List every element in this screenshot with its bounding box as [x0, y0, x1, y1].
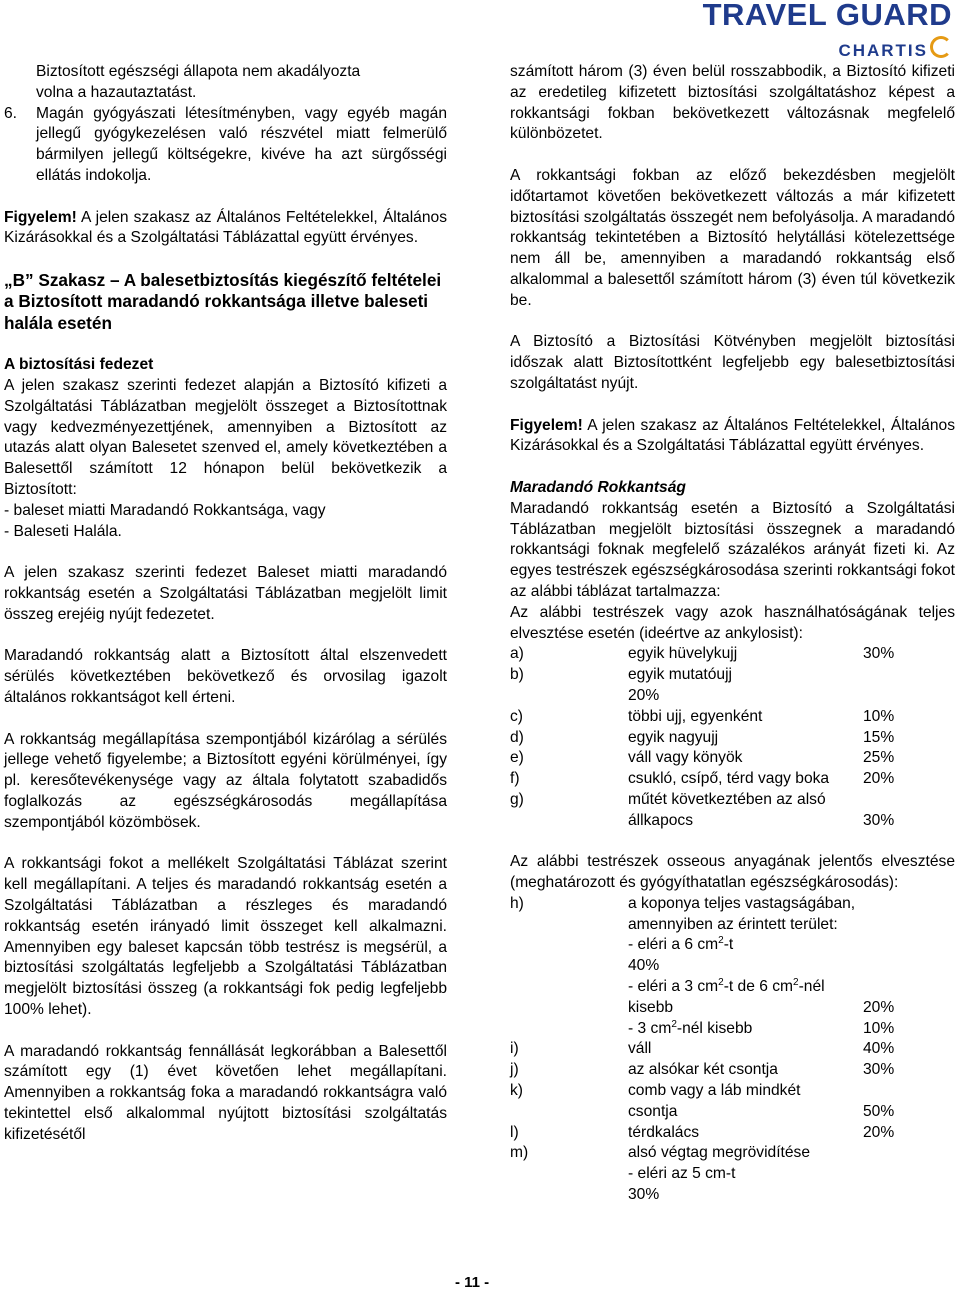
row-desc: csontja [628, 1102, 678, 1120]
row-desc: 30% [628, 1186, 660, 1204]
sub-text: -nél [798, 978, 825, 996]
row-pct: 50% [863, 1102, 895, 1120]
row-letter: i) [510, 1040, 519, 1058]
superscript: 2 [718, 976, 724, 988]
row-desc: kisebb [628, 998, 674, 1016]
table-row [510, 728, 955, 749]
table-row [510, 915, 955, 936]
figyelem-text: A jelen szakasz az Általános Feltételekkel, Általános Kizárásokkal és a Szolgáltatási Táblázattal együtt érvényes. [4, 208, 447, 247]
row-desc: egyik nagyujj [628, 728, 719, 746]
row-desc [628, 935, 733, 956]
right-paragraph-2: A rokkantsági fokban az előző bekezdésben megjelölt időtartamot követően bekövetkezett változás a már kifizetett biztosítási szolgáltatás összegét nem befolyásolja. A maradandó rokkantság tekintetében a Biztosító helytállási kötelezettsége nem áll be, amennyiben a maradandó rokkantság első alkalommal a balesettől számított három (3) éven túl következik be. [510, 166, 955, 309]
row-desc: 20% [628, 686, 660, 704]
row-pct: 20% [863, 1123, 895, 1141]
table-row [510, 977, 955, 998]
table-row [510, 707, 955, 728]
page-number: - 11 - [455, 1274, 490, 1291]
item-text: Magán gyógyászati létesítményben, vagy egyéb magán jellegű gyógykezelésen való részvétel miatt felmerülő bármilyen jellegű költségekre, kivéve ha azt sürgősségi ellátás indokolja. [36, 104, 447, 184]
fedezet-heading: A biztosítási fedezet [4, 356, 154, 374]
table-row [510, 790, 955, 811]
row-pct: 30% [863, 645, 895, 663]
row-letter: l) [510, 1123, 519, 1141]
row-desc: állkapocs [628, 811, 694, 829]
row-desc [628, 1019, 752, 1040]
row-pct: 30% [863, 1061, 895, 1079]
disability-table-1 [510, 644, 955, 831]
row-desc: alsó végtag megrövidítése [628, 1144, 811, 1162]
row-letter: e) [510, 749, 524, 767]
superscript: 2 [671, 1018, 677, 1030]
intro-line-1: Biztosított egészségi állapota nem akadályozta [36, 63, 361, 80]
row-desc: az alsókar két csontja [628, 1061, 778, 1079]
row-desc: többi ujj, egyenként [628, 707, 763, 725]
right-paragraph-3: A Biztosító a Biztosítási Kötvényben megjelölt biztosítási időszak alatt Biztosítottként legfeljebb egy balesetbiztosítási szolgáltatást nyújt. [510, 333, 955, 392]
row-desc: műtét következtében az alsó [628, 790, 826, 808]
exclusion-item-6 [4, 104, 447, 187]
superscript: 2 [793, 976, 799, 988]
fedezet-text: A jelen szakasz szerinti fedezet alapján a Biztosító kifizeti a Szolgáltatási Táblázatban megjelölt összeget a Biztosítottnak vagy kedvezményezettjének, amennyiben a Biztosított az utazás alatt olyan Balesetet szenved el, amely következtében a Balesettől számított 12 hónapon belül bekövetkezik a Biztosított: [4, 377, 447, 499]
right-paragraph-1: számított három (3) éven belül rosszabbodik, a Biztosító kifizeti az eredetileg kifizetett biztosítási szolgáltatáshoz képest a rokkantsági fokban bekövetkezett változásnak megfelelő különbözetet. [510, 63, 955, 143]
maradando-text: Maradandó rokkantság esetén a Biztosító a Szolgáltatási Táblázatban megjelölt biztosítási összegnek a maradandó rokkantsági foknak megfelelő százalékos arányát fizeti ki. Az egyes testrészek egészségkárosodása szerinti rokkantsági fokot az alábbi táblázat tartalmazza: [510, 499, 955, 600]
row-desc [628, 977, 825, 998]
row-pct: 10% [863, 707, 895, 725]
table-row [510, 748, 955, 769]
disability-table-2 [510, 1039, 955, 1205]
row-pct: 40% [628, 957, 660, 975]
paragraph-6: A maradandó rokkantság fennállását legkorábban a Balesettől számított egy (1) évet követően lehet megállapítani. Amennyiben a rokkantság foka a maradandó rokkantságra való tekintettel első alkalommal nyújtott biztosítási szolgáltatás kifizetésétől [4, 1042, 447, 1143]
row-desc: a koponya teljes vastagságában, [628, 894, 856, 912]
row-letter: a) [510, 645, 524, 663]
sub-brand-text: CHARTIS [838, 41, 928, 60]
sub-brand [703, 36, 952, 61]
row-desc: - eléri az 5 cm-t [628, 1165, 736, 1183]
right-figyelem-note [510, 416, 955, 458]
row-desc: váll vagy könyök [628, 749, 743, 767]
chartis-swirl-icon [930, 36, 952, 58]
figyelem-note [4, 208, 447, 250]
row-desc: egyik hüvelykujj [628, 645, 738, 663]
right-figyelem-label: Figyelem! [510, 416, 583, 434]
table-intro: Az alábbi testrészek vagy azok használhatóságának teljes elvesztése esetén (ideértve az ankylosist): [510, 603, 955, 642]
table-row [510, 665, 955, 686]
table-row [510, 1039, 955, 1060]
brand-logo [703, 0, 952, 61]
row-pct: 40% [863, 1040, 895, 1058]
row-letter: c) [510, 707, 523, 725]
sub-text: - 3 cm [628, 1019, 672, 1037]
table-row [510, 811, 955, 832]
row-letter: h) [510, 894, 524, 912]
sub-text: -t de 6 cm [723, 978, 794, 996]
row-pct: 30% [863, 811, 895, 829]
row-letter: k) [510, 1082, 523, 1100]
row-letter: d) [510, 728, 524, 746]
section-title: „B” Szakasz – A balesetbiztosítás kiegészítő feltételei a Biztosított maradandó rokkantsága illetve baleseti halála esetén [4, 269, 442, 333]
maradando-heading: Maradandó Rokkantság [510, 478, 686, 496]
row-pct: 20% [863, 770, 895, 788]
table-row [510, 1185, 955, 1206]
right-figyelem-text: A jelen szakasz az Általános Feltételekkel, Általános Kizárásokkal és a Szolgáltatási Táblázattal együtt érvényes. [510, 416, 955, 455]
row-letter: b) [510, 666, 524, 684]
row-desc: váll [628, 1040, 652, 1058]
table-row [510, 935, 955, 956]
row-desc: térdkalács [628, 1123, 700, 1141]
intro-text [4, 62, 447, 104]
table-row [510, 956, 955, 977]
table-row [510, 769, 955, 790]
dash-item-2: - Baleseti Halála. [4, 522, 122, 540]
paragraph-3: Maradandó rokkantság alatt a Biztosított által elszenvedett sérülés következtében bekövetkező és orvosilag igazolt általános rokkantságot kell érteni. [4, 647, 447, 707]
row-pct: 20% [863, 998, 895, 1016]
table-row [510, 1164, 955, 1185]
table2-intro: Az alábbi testrészek osseous anyagának jelentős elvesztése (meghatározott és gyógyíthatatlan egészségkárosodás): [510, 853, 955, 892]
table-row [510, 1081, 955, 1102]
table-row [510, 1102, 955, 1123]
item-number: 6. [4, 104, 18, 122]
paragraph-2: A jelen szakasz szerinti fedezet Baleset miatti maradandó rokkantság esetén a Szolgáltatási Táblázatban megjelölt limit összeg erejéig nyújt fedezetet. [4, 564, 447, 623]
row-desc: csukló, csípő, térd vagy boka [628, 770, 830, 788]
intro-line-2: volna a hazautaztatást. [36, 83, 197, 101]
table-row [510, 894, 955, 915]
row-letter: m) [510, 1144, 529, 1162]
sub-text: -nél kisebb [676, 1019, 753, 1037]
sub-text: -t [723, 936, 734, 954]
row-letter: j) [510, 1061, 519, 1079]
row-desc: amennyiben az érintett terület: [628, 915, 838, 933]
table-row [510, 1123, 955, 1144]
table-row [510, 998, 955, 1019]
row-pct: 15% [863, 728, 895, 746]
row-pct: 25% [863, 749, 895, 767]
sub-text: - eléri a 6 cm [628, 936, 719, 954]
table-row [510, 1143, 955, 1164]
superscript: 2 [718, 935, 724, 947]
row-desc: comb vagy a láb mindkét [628, 1082, 801, 1100]
table-row [510, 1060, 955, 1081]
paragraph-5: A rokkantsági fokot a mellékelt Szolgáltatási Táblázat szerint kell megállapítani. A teljes és maradandó rokkantság esetén a Szolgáltatási Táblázatban a részleges és maradandó rokkantság esetén irányadó limit összeget kell alkalmazni. Amennyiben egy baleset kapcsán több testrész is megsérül, a biztosítási szolgáltatás legfeljebb a Szolgáltatási Táblázatban megjelölt biztosítási összeg (a rokkantsági fok pedig legfeljebb 100% lehet). [4, 855, 447, 1018]
row-desc: egyik mutatóujj [628, 666, 733, 684]
row-letter: f) [510, 770, 520, 788]
table-row [510, 644, 955, 665]
brand-name: TRAVEL GUARD [702, 0, 952, 32]
left-column [4, 62, 447, 1146]
row-pct: 10% [863, 1019, 895, 1037]
row-letter: g) [510, 790, 524, 808]
dash-item-1: - baleset miatti Maradandó Rokkantsága, vagy [4, 501, 326, 519]
paragraph-4: A rokkantság megállapítása szempontjából kizárólag a sérülés jellege vehető figyelembe; a Biztosított egyéni körülményei, így pl. keresőtevékenysége vagy az általa folytatott szabadidős foglalkozás az egészségkárosodás megállapítása szempontjából közömbösek. [4, 730, 447, 831]
sub-text: - eléri a 3 cm [628, 978, 719, 996]
right-column [510, 62, 955, 1206]
table-row [510, 686, 955, 707]
table-row [510, 1019, 955, 1040]
figyelem-label: Figyelem! [4, 208, 77, 226]
